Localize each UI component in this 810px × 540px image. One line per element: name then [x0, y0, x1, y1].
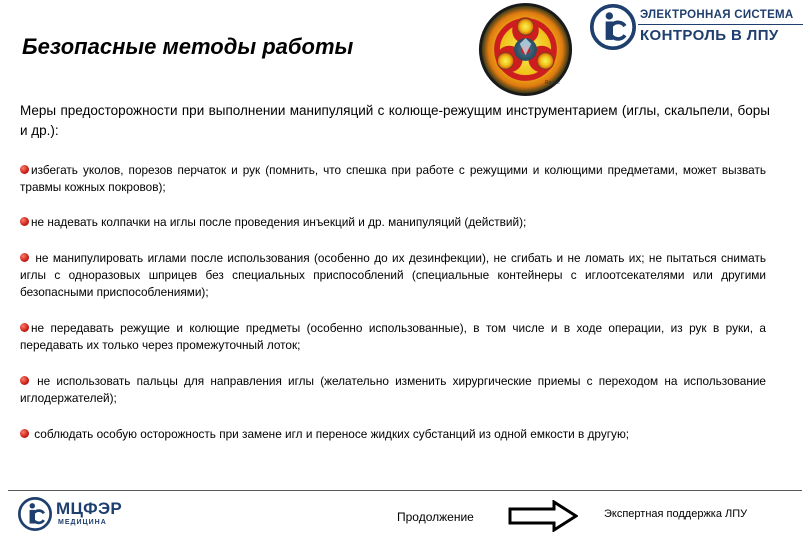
bullet-text: избегать уколов, порезов перчаток и рук (помнить, что спешка при работе с режущими и колющими предметами, может вызвать травмы кожных покровов);: [20, 163, 766, 194]
list-item: [20, 320, 766, 354]
bullet-dot-icon: [20, 253, 29, 262]
bullet-dot-icon: [20, 217, 29, 226]
bullet-dot-icon: [20, 165, 29, 174]
list-item: [20, 373, 766, 407]
bullet-text: не манипулировать иглами после использования (особенно до их дезинфекции), не сгибать и не ломать их; не пытаться снимать иглы с одноразовых шприцев без специальных приспособлений (специальные контейнеры с иглоотсекателями или другими безопасными приспособлениями);: [20, 251, 766, 299]
precautions-list: [20, 162, 766, 443]
bullet-text: соблюдать особую осторожность при замене игл и переносе жидких субстанций из одной емкости в другую;: [31, 427, 630, 441]
header-brand-logo: [588, 4, 806, 50]
bullet-dot-icon: [20, 429, 29, 438]
bullet-dot-icon: [20, 376, 29, 385]
brand-line2: КОНТРОЛЬ В ЛПУ: [640, 27, 779, 44]
bullet-text: не надевать колпачки на иглы после проведения инъекций и др. манипуляций (действий);: [31, 215, 527, 229]
list-item: [20, 214, 766, 231]
bullet-text: не передавать режущие и колющие предметы (особенно использованные), в том числе и в ходе операции, из рук в руки, а передавать их только через промежуточный лоток;: [20, 321, 766, 352]
list-item: [20, 250, 766, 301]
brand-divider: [638, 24, 803, 25]
hazard-caption: Raptor: [545, 80, 561, 86]
footer-divider: [8, 490, 802, 491]
bullet-dot-icon: [20, 323, 29, 332]
page-title: Безопасные методы работы: [22, 34, 354, 59]
info-logo-icon: [18, 497, 52, 531]
bullet-text: не использовать пальцы для направления иглы (желательно изменить хирургические приемы с переходом на использование иглодержателей);: [20, 374, 766, 405]
brand-line1: ЭЛЕКТРОННАЯ СИСТЕМА: [640, 9, 794, 21]
footer-brand-sub: МЕДИЦИНА: [58, 519, 107, 526]
footer-brand-logo: [18, 497, 148, 533]
next-link[interactable]: Продолжение: [397, 510, 474, 524]
list-item: [20, 426, 766, 443]
info-logo-icon: [590, 4, 636, 50]
next-arrow-icon[interactable]: [508, 500, 578, 532]
list-item: [20, 162, 766, 196]
intro-paragraph: Меры предосторожности при выполнении манипуляций с колюще-режущим инструментарием (иглы, скальпели, боры и др.):: [20, 103, 770, 138]
footer-brand-name: МЦФЭР: [56, 499, 123, 518]
support-caption: Экспертная поддержка ЛПУ: [604, 508, 748, 520]
